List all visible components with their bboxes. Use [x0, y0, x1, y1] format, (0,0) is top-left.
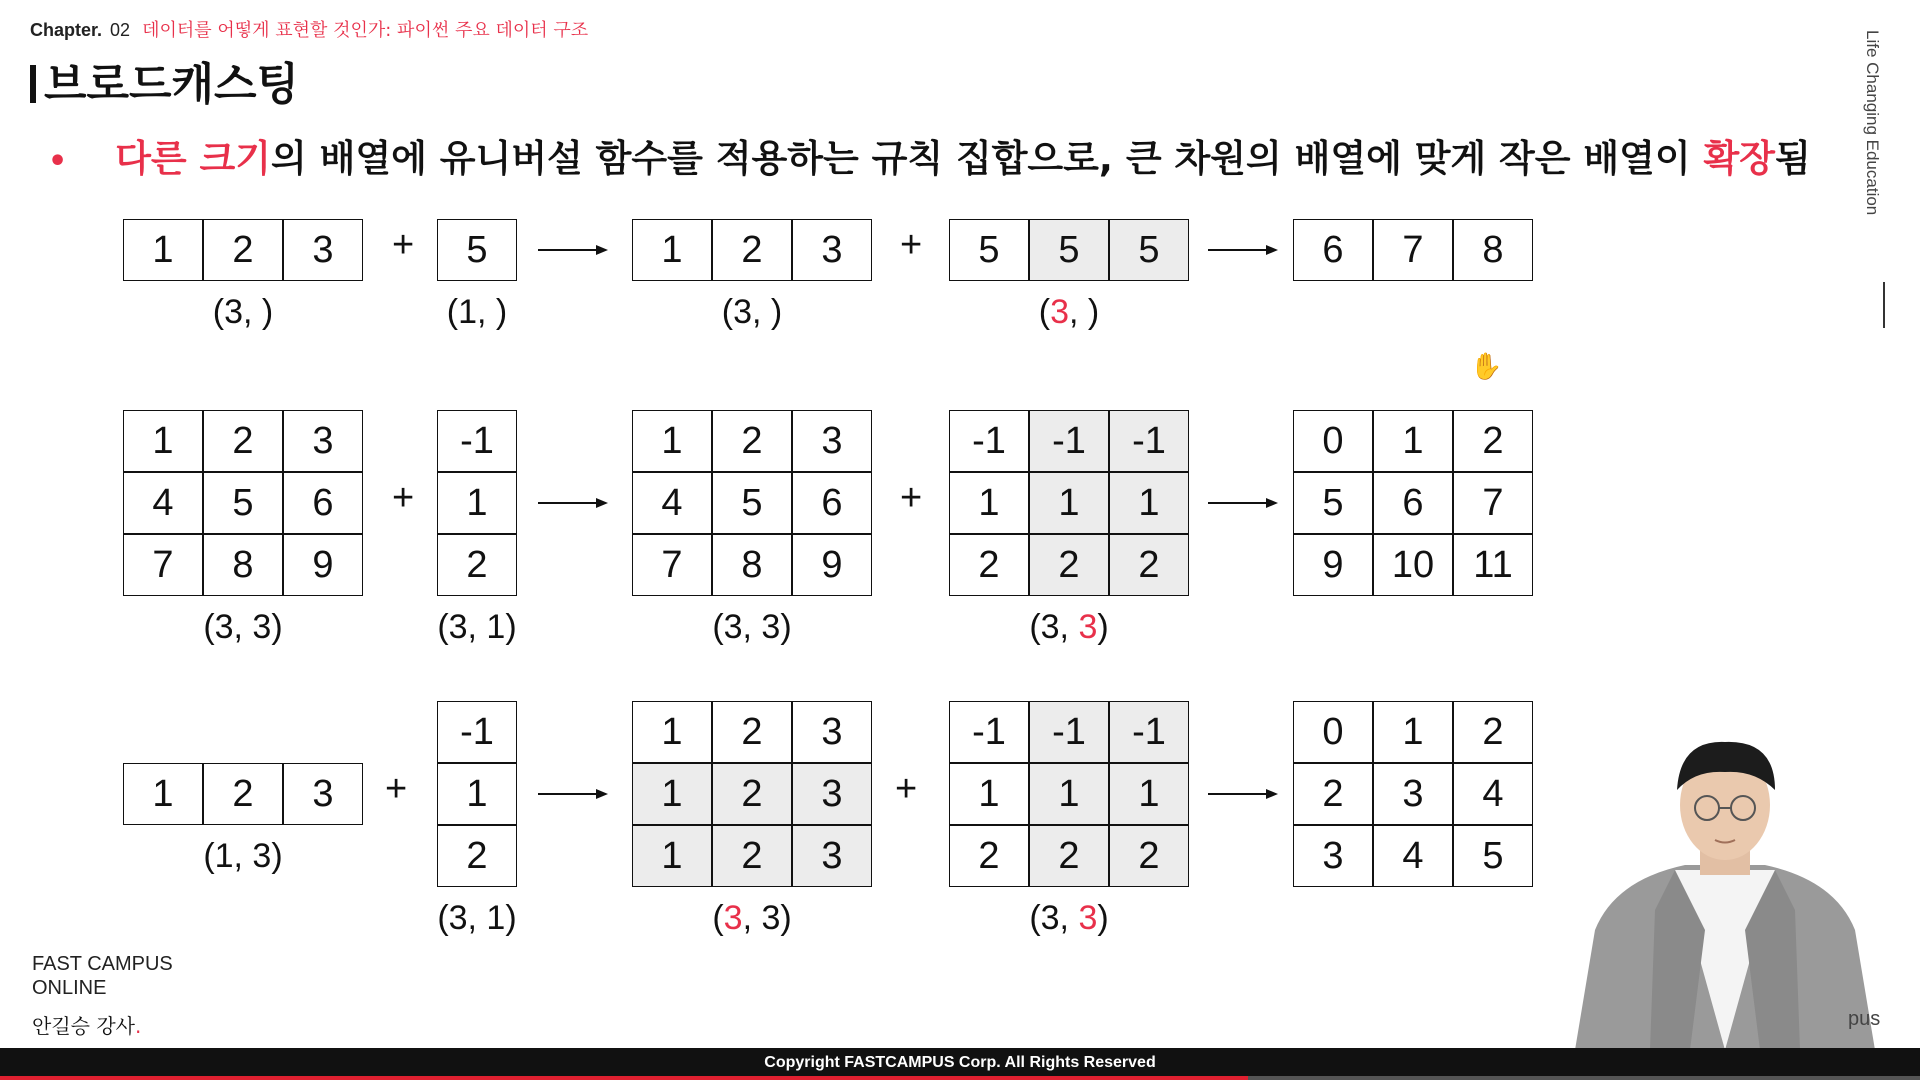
array-cell: 2	[1453, 410, 1533, 472]
array-cell: -1	[1109, 701, 1189, 763]
array-cell: 7	[1453, 472, 1533, 534]
array-cell: -1	[1029, 701, 1109, 763]
right-arrow-icon	[538, 786, 610, 802]
array-cell: 1	[632, 410, 712, 472]
array-cell: 10	[1373, 534, 1453, 596]
array-cell: 8	[712, 534, 792, 596]
array-cell: 2	[949, 534, 1029, 596]
chapter-number: 02	[110, 20, 131, 40]
array-cell: 8	[1453, 219, 1533, 281]
array-cell: 7	[632, 534, 712, 596]
shape-label	[377, 899, 577, 938]
array-cell: 5	[1293, 472, 1373, 534]
slide-title	[30, 48, 299, 112]
shape-label-text: (3,	[1029, 608, 1079, 646]
title-bar	[30, 65, 36, 103]
side-tagline-line	[1883, 282, 1885, 328]
array-cell: 1	[949, 472, 1029, 534]
array-cell: 2	[712, 701, 792, 763]
array-cell: 4	[1453, 763, 1533, 825]
chapter-label: Chapter.	[30, 20, 103, 40]
array-cell: -1	[949, 410, 1029, 472]
array-cell: 6	[792, 472, 872, 534]
shape-label-text: (	[1038, 293, 1051, 331]
bullet-highlight-1: 다른 크기	[115, 137, 272, 180]
bullet-dot-icon: •	[48, 144, 68, 179]
array-cell: 3	[283, 219, 363, 281]
shape-label	[143, 293, 343, 332]
instructor-dot: .	[134, 1014, 142, 1038]
array-cell: 3	[792, 763, 872, 825]
array-cell: 4	[1373, 825, 1453, 887]
right-arrow-icon	[1208, 495, 1280, 511]
instructor-name	[32, 1010, 141, 1039]
shape-label	[377, 608, 577, 647]
array-cell: 3	[1373, 763, 1453, 825]
array-cell: 5	[1453, 825, 1533, 887]
shape-label	[969, 293, 1169, 332]
array-cell: 6	[1293, 219, 1373, 281]
array-cell: 9	[283, 534, 363, 596]
array-cell: 1	[123, 763, 203, 825]
slide-title-text: 브로드캐스팅	[44, 59, 300, 110]
array-cell: 5	[949, 219, 1029, 281]
array-cell: 5	[203, 472, 283, 534]
right-arrow-icon	[1208, 242, 1280, 258]
plus-operator: +	[900, 477, 923, 519]
shape-label-highlight: 3	[1078, 899, 1098, 937]
array-cell: 1	[632, 763, 712, 825]
array-cell: 1	[632, 825, 712, 887]
video-progress-bar[interactable]	[0, 1076, 1920, 1080]
shape-label-highlight: 3	[1078, 608, 1098, 646]
array-cell: 2	[1029, 825, 1109, 887]
array-cell: -1	[1029, 410, 1109, 472]
array-cell: -1	[949, 701, 1029, 763]
array-cell: 2	[203, 763, 283, 825]
shape-label	[652, 899, 852, 938]
array-cell: 5	[712, 472, 792, 534]
plus-operator: +	[392, 224, 415, 266]
array-cell: 3	[283, 410, 363, 472]
shape-label-highlight: 3	[723, 899, 743, 937]
array-cell: 2	[712, 410, 792, 472]
instructor-text: 안길승 강사	[32, 1014, 135, 1038]
array-cell: 2	[712, 219, 792, 281]
plus-operator: +	[392, 477, 415, 519]
array-cell: 3	[792, 219, 872, 281]
array-cell: 2	[437, 825, 517, 887]
array-cell: 2	[1029, 534, 1109, 596]
array-cell: 5	[1029, 219, 1109, 281]
right-arrow-icon	[538, 495, 610, 511]
array-cell: 8	[203, 534, 283, 596]
shape-label-text: (3, 3)	[203, 608, 283, 646]
array-cell: 2	[203, 219, 283, 281]
shape-label-text: )	[1097, 608, 1109, 646]
array-cell: 11	[1453, 534, 1533, 596]
shape-label-text: 3, )	[224, 293, 274, 331]
chapter-header	[30, 16, 588, 42]
array-cell: 2	[949, 825, 1029, 887]
array-cell: 2	[1453, 701, 1533, 763]
array-cell: 2	[203, 410, 283, 472]
array-cell: 1	[632, 701, 712, 763]
array-cell: 2	[1109, 825, 1189, 887]
array-cell: 6	[1373, 472, 1453, 534]
bullet-point	[48, 128, 1811, 182]
array-cell: 1	[1029, 763, 1109, 825]
array-cell: -1	[437, 701, 517, 763]
shape-label	[969, 608, 1169, 647]
array-cell: 2	[437, 534, 517, 596]
array-cell: 1	[1373, 701, 1453, 763]
shape-label-text: )	[1097, 899, 1109, 937]
shape-label-text: (3, 1)	[437, 899, 517, 937]
shape-label	[652, 608, 852, 647]
shape-label	[143, 837, 343, 876]
array-cell: 4	[632, 472, 712, 534]
shape-label	[377, 293, 577, 332]
array-cell: 9	[1293, 534, 1373, 596]
side-tagline	[1860, 30, 1900, 310]
shape-label	[969, 899, 1169, 938]
shape-label-text: (1, 3)	[203, 837, 283, 875]
plus-operator: +	[385, 768, 408, 810]
shape-label-text: (1, )	[446, 293, 508, 331]
shape-label-text: (	[212, 293, 225, 331]
array-cell: 1	[1109, 472, 1189, 534]
array-cell: 3	[792, 410, 872, 472]
shape-label-text: (3,	[1029, 899, 1079, 937]
plus-operator: +	[895, 768, 918, 810]
shape-label-text: (3, 1)	[437, 608, 517, 646]
array-cell: 0	[1293, 410, 1373, 472]
chapter-title: 데이터를 어떻게 표현할 것인가: 파이썬 주요 데이터 구조	[142, 20, 589, 41]
copyright-text: Copyright FASTCAMPUS Corp. All Rights Reserved	[764, 1054, 1156, 1071]
array-cell: -1	[1109, 410, 1189, 472]
array-cell: 3	[792, 825, 872, 887]
array-cell: 1	[437, 472, 517, 534]
right-arrow-icon	[1208, 786, 1280, 802]
array-cell: 3	[1293, 825, 1373, 887]
brand-line-1: FAST CAMPUS	[32, 953, 173, 975]
array-cell: 1	[949, 763, 1029, 825]
shape-label-text: , )	[1069, 293, 1100, 331]
array-cell: 1	[1029, 472, 1109, 534]
shape-label-text: (3, 3)	[712, 608, 792, 646]
bullet-text-2: 됨	[1775, 137, 1811, 180]
footer-bar	[0, 1048, 1920, 1080]
array-cell: 2	[712, 763, 792, 825]
array-cell: 1	[1373, 410, 1453, 472]
shape-label	[143, 608, 343, 647]
array-cell: 5	[1109, 219, 1189, 281]
array-cell: 1	[123, 410, 203, 472]
array-cell: -1	[437, 410, 517, 472]
array-cell: 9	[792, 534, 872, 596]
array-cell: 1	[437, 763, 517, 825]
shape-label-text: (	[712, 899, 724, 937]
presenter-video	[1555, 730, 1895, 1050]
array-cell: 4	[123, 472, 203, 534]
array-cell: 1	[632, 219, 712, 281]
array-cell: 6	[283, 472, 363, 534]
array-cell: 2	[712, 825, 792, 887]
shape-label-text: (3, )	[721, 293, 783, 331]
array-cell: 1	[123, 219, 203, 281]
array-cell: 5	[437, 219, 517, 281]
shape-label-text: , 3)	[742, 899, 792, 937]
hand-cursor-icon: ✋	[1470, 352, 1503, 382]
partial-logo-text: pus	[1848, 1008, 1881, 1030]
array-cell: 3	[283, 763, 363, 825]
array-cell: 1	[1109, 763, 1189, 825]
array-cell: 2	[1109, 534, 1189, 596]
array-cell: 7	[123, 534, 203, 596]
array-cell: 7	[1373, 219, 1453, 281]
side-tagline-text: Life Changing Education	[1863, 30, 1882, 216]
bullet-text-1: 의 배열에 유니버설 함수를 적용하는 규칙 집합으로, 큰 차원의 배열에 맞게 작은 배열이	[271, 137, 1704, 180]
right-arrow-icon	[538, 242, 610, 258]
shape-label-highlight: 3	[1050, 293, 1070, 331]
bullet-highlight-2: 확장	[1703, 137, 1776, 180]
plus-operator: +	[900, 224, 923, 266]
shape-label	[652, 293, 852, 332]
brand-logo	[32, 952, 173, 1000]
array-cell: 2	[1293, 763, 1373, 825]
brand-line-2: ONLINE	[32, 977, 107, 999]
array-cell: 3	[792, 701, 872, 763]
array-cell: 0	[1293, 701, 1373, 763]
video-progress-fill	[0, 1076, 1248, 1080]
